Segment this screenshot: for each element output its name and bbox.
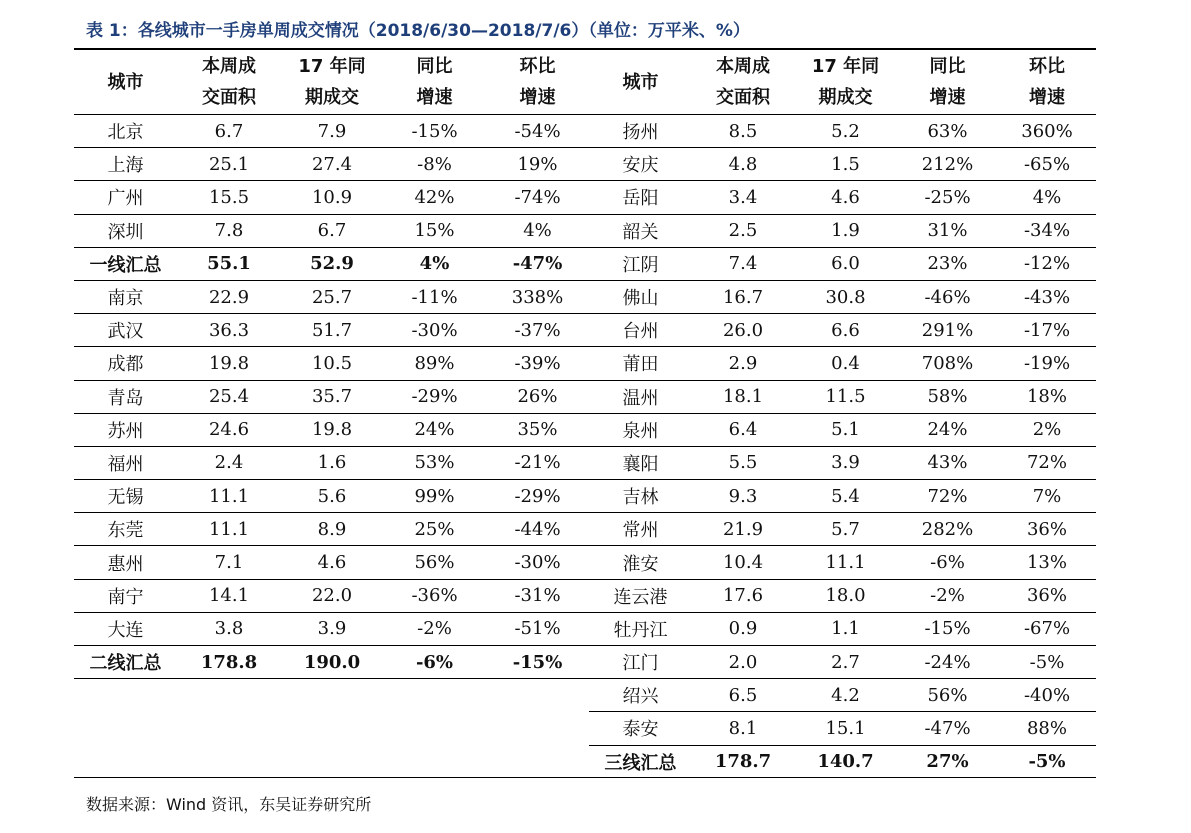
city-cell: 青岛	[74, 380, 177, 413]
last-year-cell: 4.6	[794, 181, 897, 214]
last-year-cell: 4.6	[281, 546, 383, 579]
mom-cell	[486, 745, 589, 778]
last-year-cell: 0.4	[794, 347, 897, 380]
mom-cell: -40%	[998, 679, 1096, 712]
area-cell: 3.8	[177, 612, 281, 645]
mom-cell: 72%	[998, 446, 1096, 479]
yoy-cell: 4%	[383, 247, 486, 280]
city-cell: 莆田	[589, 347, 692, 380]
last-year-cell: 2.7	[794, 646, 897, 679]
yoy-cell: -24%	[897, 646, 998, 679]
mom-cell: -54%	[486, 115, 589, 148]
last-year-cell: 35.7	[281, 380, 383, 413]
header-last-year: 17 年同 期成交	[281, 50, 383, 115]
city-cell: 常州	[589, 513, 692, 546]
last-year-cell: 5.6	[281, 480, 383, 513]
area-cell: 15.5	[177, 181, 281, 214]
header-area: 本周成 交面积	[177, 50, 281, 115]
yoy-cell: 63%	[897, 115, 998, 148]
city-cell: 韶关	[589, 214, 692, 247]
mom-cell: -17%	[998, 314, 1096, 347]
area-cell: 24.6	[177, 413, 281, 446]
area-cell: 6.5	[692, 679, 794, 712]
table-row	[74, 280, 1096, 313]
table-row	[74, 446, 1096, 479]
city-cell	[74, 679, 177, 712]
table-row	[74, 214, 1096, 247]
mom-cell: -51%	[486, 612, 589, 645]
mom-cell: -34%	[998, 214, 1096, 247]
city-cell: 安庆	[589, 148, 692, 181]
yoy-cell: 212%	[897, 148, 998, 181]
area-cell: 6.4	[692, 413, 794, 446]
yoy-cell: -46%	[897, 280, 998, 313]
city-cell: 三线汇总	[604, 752, 677, 774]
yoy-cell: 291%	[897, 314, 998, 347]
yoy-cell: -11%	[383, 280, 486, 313]
yoy-cell: -6%	[383, 646, 486, 679]
table-row	[74, 247, 1096, 280]
area-cell	[177, 712, 281, 745]
yoy-cell: -30%	[383, 314, 486, 347]
city-cell: 南宁	[74, 579, 177, 612]
mom-cell: 19%	[486, 148, 589, 181]
mom-cell: 7%	[998, 480, 1096, 513]
header-city: 城市	[74, 50, 177, 115]
yoy-cell: 24%	[897, 413, 998, 446]
last-year-cell: 1.1	[794, 612, 897, 645]
city-cell: 深圳	[74, 214, 177, 247]
city-cell: 武汉	[74, 314, 177, 347]
table-row	[74, 480, 1096, 513]
last-year-cell: 15.1	[794, 712, 897, 745]
area-cell: 36.3	[177, 314, 281, 347]
city-cell: 南京	[74, 280, 177, 313]
last-year-cell: 7.9	[281, 115, 383, 148]
mom-cell: -31%	[486, 579, 589, 612]
area-cell: 2.0	[692, 646, 794, 679]
table-row	[74, 612, 1096, 645]
last-year-cell: 1.6	[281, 446, 383, 479]
last-year-cell: 6.6	[794, 314, 897, 347]
yoy-cell	[383, 712, 486, 745]
yoy-cell: -2%	[897, 579, 998, 612]
city-cell: 温州	[589, 380, 692, 413]
area-cell: 5.5	[692, 446, 794, 479]
last-year-cell: 22.0	[281, 579, 383, 612]
area-cell: 25.4	[177, 380, 281, 413]
header-mom: 环比 增速	[486, 50, 589, 115]
city-cell: 广州	[74, 181, 177, 214]
mom-cell: 2%	[998, 413, 1096, 446]
yoy-cell: -15%	[383, 115, 486, 148]
mom-cell: 4%	[486, 214, 589, 247]
city-cell: 台州	[589, 314, 692, 347]
yoy-cell: -36%	[383, 579, 486, 612]
header-yoy: 同比 增速	[383, 50, 486, 115]
header-last-year: 17 年同 期成交	[794, 50, 897, 115]
mom-cell	[486, 679, 589, 712]
area-cell: 11.1	[177, 480, 281, 513]
yoy-cell: 58%	[897, 380, 998, 413]
last-year-cell: 5.7	[794, 513, 897, 546]
last-year-cell: 5.2	[794, 115, 897, 148]
mom-cell: 36%	[998, 579, 1096, 612]
area-cell: 19.8	[177, 347, 281, 380]
yoy-cell: 708%	[897, 347, 998, 380]
mom-cell: 4%	[998, 181, 1096, 214]
city-cell: 泉州	[589, 413, 692, 446]
table-row	[74, 380, 1096, 413]
city-cell: 惠州	[74, 546, 177, 579]
yoy-cell: 42%	[383, 181, 486, 214]
last-year-cell: 11.1	[794, 546, 897, 579]
mom-cell: -47%	[486, 247, 589, 280]
yoy-cell: 15%	[383, 214, 486, 247]
mom-cell: 36%	[998, 513, 1096, 546]
area-cell: 8.5	[692, 115, 794, 148]
city-cell: 大连	[74, 612, 177, 645]
yoy-cell: 72%	[897, 480, 998, 513]
area-cell: 8.1	[692, 712, 794, 745]
bottom-rule	[74, 777, 1096, 778]
city-cell: 岳阳	[589, 181, 692, 214]
last-year-cell: 3.9	[794, 446, 897, 479]
table-row	[74, 413, 1096, 446]
table-row	[74, 712, 1096, 745]
last-year-cell: 5.4	[794, 480, 897, 513]
area-cell: 14.1	[177, 579, 281, 612]
area-cell: 7.1	[177, 546, 281, 579]
city-cell: 绍兴	[589, 679, 692, 712]
mom-cell: -44%	[486, 513, 589, 546]
last-year-cell	[281, 712, 383, 745]
mom-cell: -19%	[998, 347, 1096, 380]
mom-cell: -5%	[1028, 751, 1066, 773]
area-cell: 2.4	[177, 446, 281, 479]
mom-cell: -37%	[486, 314, 589, 347]
area-cell: 16.7	[692, 280, 794, 313]
area-cell: 18.1	[692, 380, 794, 413]
last-year-cell: 5.1	[794, 413, 897, 446]
mom-cell: 360%	[998, 115, 1096, 148]
header-row	[74, 50, 1096, 115]
mom-cell: -65%	[998, 148, 1096, 181]
last-year-cell: 52.9	[281, 247, 383, 280]
mom-cell	[486, 712, 589, 745]
yoy-cell: 25%	[383, 513, 486, 546]
mom-cell: 13%	[998, 546, 1096, 579]
mom-cell: -15%	[486, 646, 589, 679]
yoy-cell	[383, 679, 486, 712]
city-sales-table	[74, 50, 1096, 778]
area-cell: 6.7	[177, 115, 281, 148]
mom-cell: -5%	[998, 646, 1096, 679]
city-cell	[74, 745, 177, 778]
last-year-cell: 30.8	[794, 280, 897, 313]
source-note: 数据来源：Wind 资讯，东吴证券研究所	[86, 795, 372, 814]
last-year-cell: 27.4	[281, 148, 383, 181]
area-cell: 3.4	[692, 181, 794, 214]
table-row	[74, 546, 1096, 579]
last-year-cell: 6.0	[794, 247, 897, 280]
table-row	[74, 745, 1096, 778]
yoy-cell: 23%	[897, 247, 998, 280]
mom-cell: -30%	[486, 546, 589, 579]
last-year-cell: 1.9	[794, 214, 897, 247]
last-year-cell: 10.5	[281, 347, 383, 380]
area-cell: 55.1	[177, 247, 281, 280]
city-cell: 淮安	[589, 546, 692, 579]
area-cell: 22.9	[177, 280, 281, 313]
last-year-cell: 6.7	[281, 214, 383, 247]
area-cell: 9.3	[692, 480, 794, 513]
city-cell: 吉林	[589, 480, 692, 513]
table-row	[74, 347, 1096, 380]
last-year-cell: 11.5	[794, 380, 897, 413]
city-cell: 一线汇总	[74, 247, 177, 280]
mom-cell: -67%	[998, 612, 1096, 645]
city-cell: 江阴	[589, 247, 692, 280]
area-cell: 2.5	[692, 214, 794, 247]
table-row	[74, 115, 1096, 148]
area-cell: 25.1	[177, 148, 281, 181]
yoy-cell: -2%	[383, 612, 486, 645]
table-row	[74, 181, 1096, 214]
area-cell: 2.9	[692, 347, 794, 380]
yoy-cell: -29%	[383, 380, 486, 413]
last-year-cell: 19.8	[281, 413, 383, 446]
last-year-cell	[281, 679, 383, 712]
yoy-cell: 43%	[897, 446, 998, 479]
mom-cell: -43%	[998, 280, 1096, 313]
table-row	[74, 314, 1096, 347]
area-cell: 0.9	[692, 612, 794, 645]
mom-cell: 338%	[486, 280, 589, 313]
last-year-cell: 25.7	[281, 280, 383, 313]
city-cell: 襄阳	[589, 446, 692, 479]
last-year-cell: 18.0	[794, 579, 897, 612]
mom-cell: 35%	[486, 413, 589, 446]
area-cell: 17.6	[692, 579, 794, 612]
city-cell: 无锡	[74, 480, 177, 513]
mom-cell: 88%	[998, 712, 1096, 745]
last-year-cell: 1.5	[794, 148, 897, 181]
header-area: 本周成 交面积	[692, 50, 794, 115]
header-yoy: 同比 增速	[897, 50, 998, 115]
last-year-cell: 51.7	[281, 314, 383, 347]
area-cell: 21.9	[692, 513, 794, 546]
city-cell: 泰安	[589, 712, 692, 745]
area-cell: 11.1	[177, 513, 281, 546]
mom-cell: -12%	[998, 247, 1096, 280]
mom-cell: -39%	[486, 347, 589, 380]
last-year-cell: 10.9	[281, 181, 383, 214]
table-row	[74, 513, 1096, 546]
table-row	[74, 148, 1096, 181]
city-cell	[74, 712, 177, 745]
city-cell: 苏州	[74, 413, 177, 446]
mom-cell: 18%	[998, 380, 1096, 413]
area-cell	[177, 679, 281, 712]
yoy-cell: 53%	[383, 446, 486, 479]
city-cell: 福州	[74, 446, 177, 479]
yoy-cell: 31%	[897, 214, 998, 247]
table-row	[74, 579, 1096, 612]
yoy-cell: 56%	[897, 679, 998, 712]
yoy-cell: 99%	[383, 480, 486, 513]
yoy-cell: -47%	[897, 712, 998, 745]
area-cell: 7.8	[177, 214, 281, 247]
city-cell: 北京	[74, 115, 177, 148]
city-cell: 二线汇总	[74, 646, 177, 679]
mom-cell: 26%	[486, 380, 589, 413]
city-cell: 连云港	[589, 579, 692, 612]
area-cell: 10.4	[692, 546, 794, 579]
last-year-cell: 4.2	[794, 679, 897, 712]
yoy-cell: -6%	[897, 546, 998, 579]
yoy-cell: -8%	[383, 148, 486, 181]
last-year-cell	[281, 745, 383, 778]
mom-cell: -21%	[486, 446, 589, 479]
yoy-cell: 282%	[897, 513, 998, 546]
city-cell: 牡丹江	[589, 612, 692, 645]
mom-cell: -74%	[486, 181, 589, 214]
city-cell: 上海	[74, 148, 177, 181]
last-year-cell: 190.0	[281, 646, 383, 679]
header-mom: 环比 增速	[998, 50, 1096, 115]
yoy-cell	[383, 745, 486, 778]
table-caption: 表 1：各线城市一手房单周成交情况（2018/6/30—2018/7/6）（单位：万平米、%）	[86, 21, 750, 41]
last-year-cell: 8.9	[281, 513, 383, 546]
last-year-cell: 140.7	[817, 751, 874, 773]
city-cell: 成都	[74, 347, 177, 380]
mom-cell: -29%	[486, 480, 589, 513]
yoy-cell: 89%	[383, 347, 486, 380]
area-cell: 4.8	[692, 148, 794, 181]
area-cell	[177, 745, 281, 778]
yoy-cell: 27%	[926, 751, 969, 773]
area-cell: 178.8	[177, 646, 281, 679]
table-row	[74, 646, 1096, 679]
yoy-cell: 24%	[383, 413, 486, 446]
city-cell: 扬州	[589, 115, 692, 148]
area-cell: 178.7	[714, 751, 772, 773]
area-cell: 7.4	[692, 247, 794, 280]
yoy-cell: 56%	[383, 546, 486, 579]
city-cell: 佛山	[589, 280, 692, 313]
header-city: 城市	[589, 50, 692, 115]
area-cell: 26.0	[692, 314, 794, 347]
last-year-cell: 3.9	[281, 612, 383, 645]
city-cell: 江门	[589, 646, 692, 679]
table-row	[74, 679, 1096, 712]
yoy-cell: -25%	[897, 181, 998, 214]
yoy-cell: -15%	[897, 612, 998, 645]
city-cell: 东莞	[74, 513, 177, 546]
